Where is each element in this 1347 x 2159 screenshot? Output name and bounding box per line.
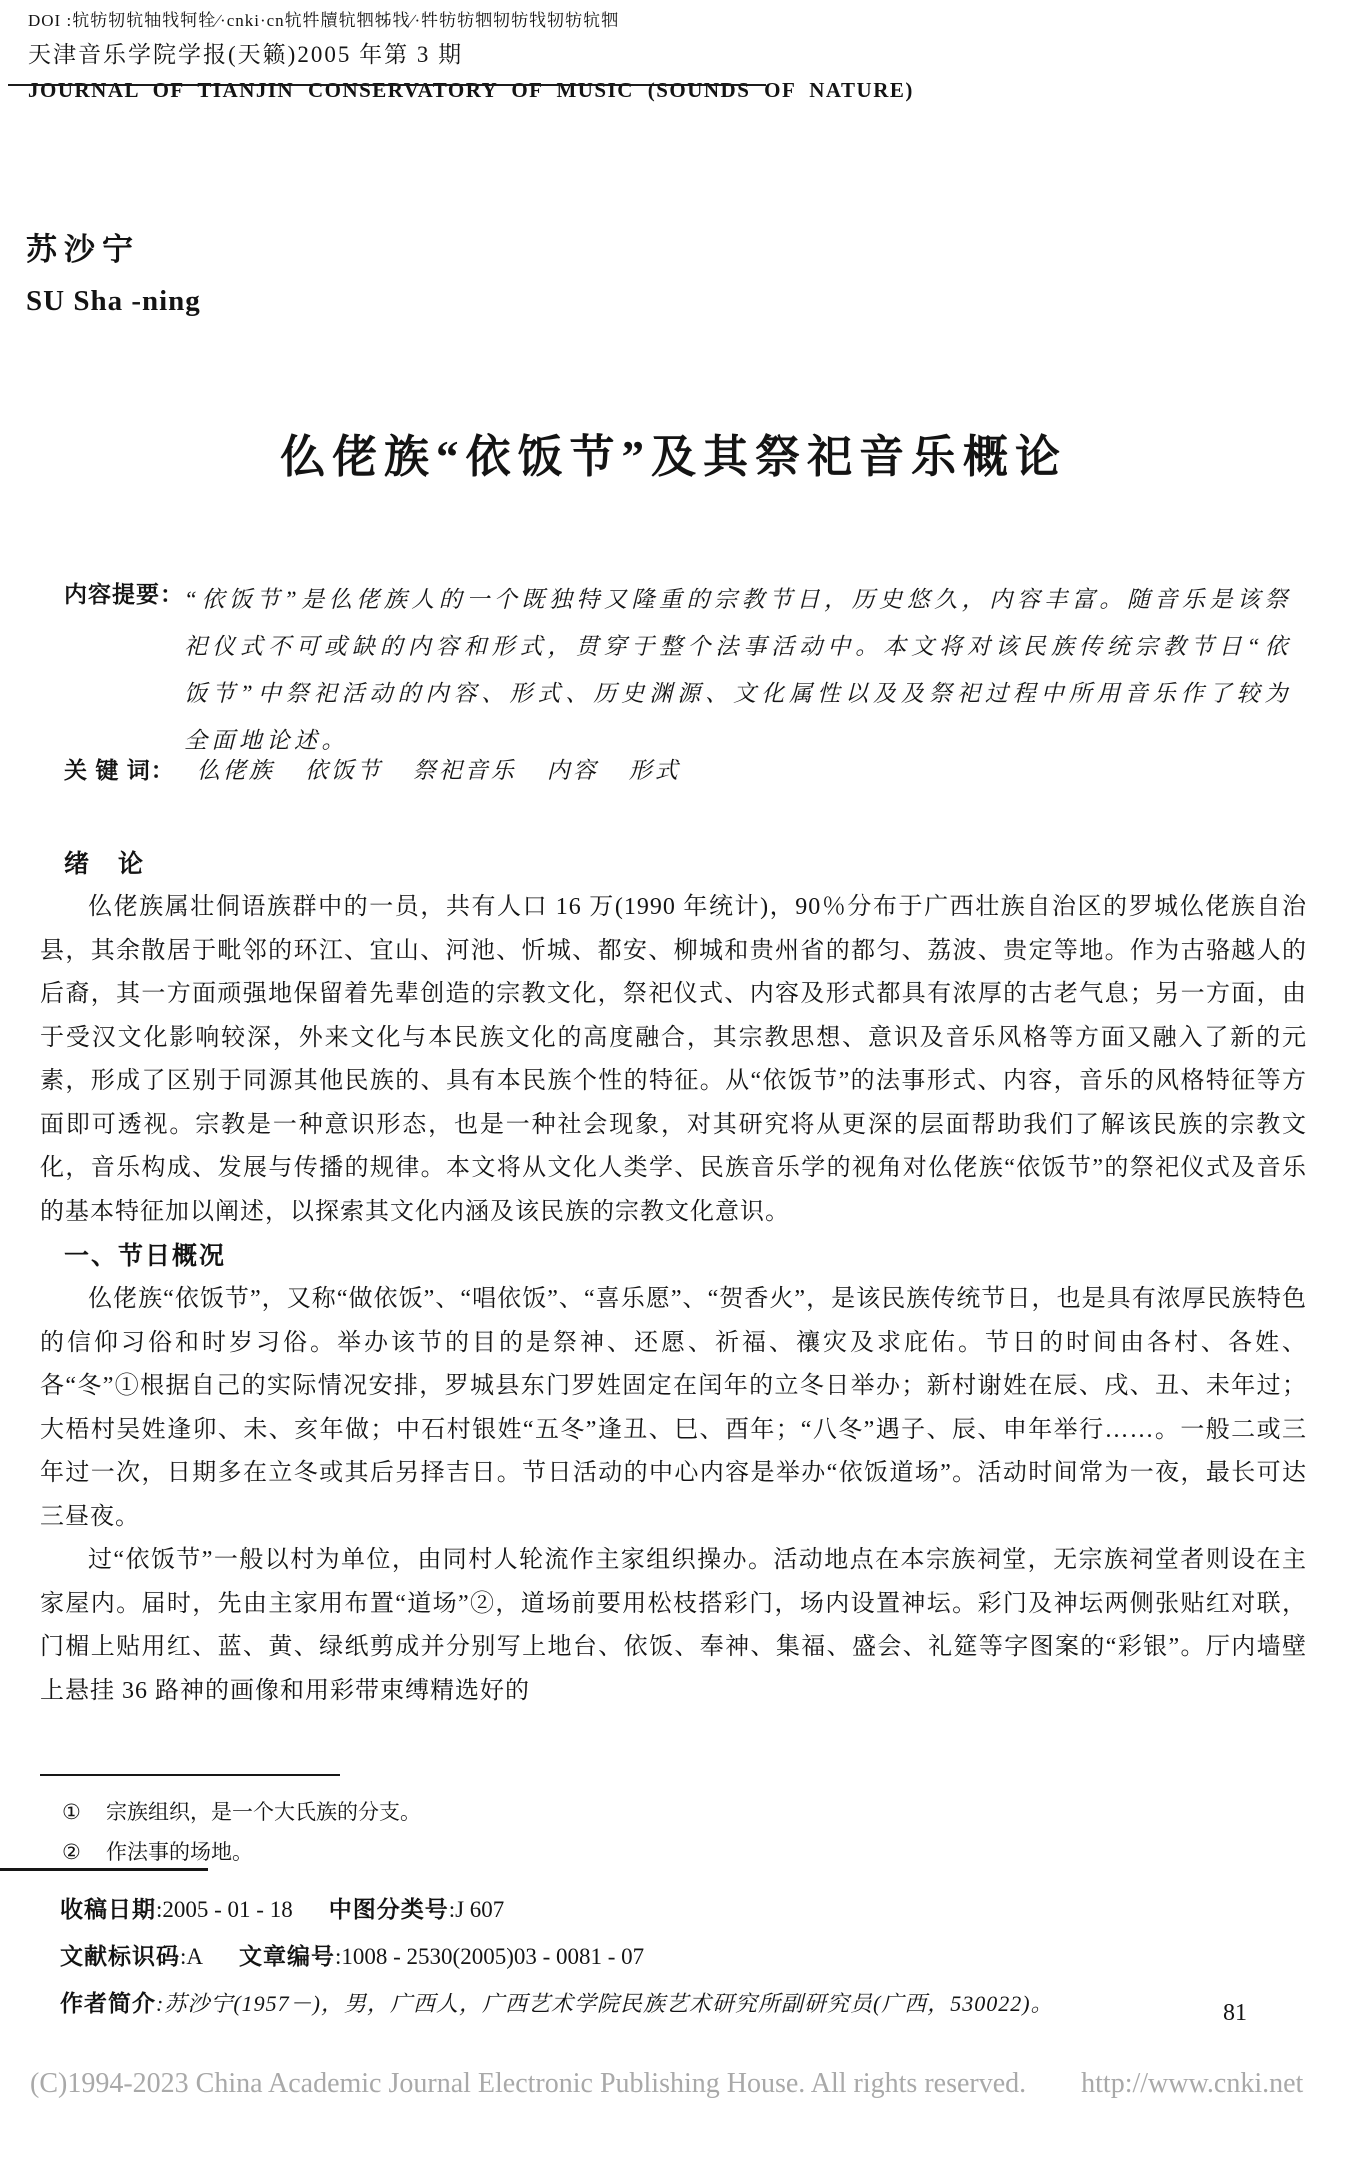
paragraph: 过“依饭节”一般以村为单位，由同村人轮流作主家组织操办。活动地点在本宗族祠堂，无宗族祠堂者则设在主家屋内。届时，先由主家用布置“道场”②，道场前要用松枝搭彩门，场内设置神坛。彩门及神坛两侧张贴红对联，门楣上贴用红、蓝、黄、绿纸剪成并分别写上地台、依饭、奉神、集福、盛会、礼筵等字图案的“彩银”。厅内墙壁上悬挂 36 路神的画像和用彩带束缚精选好的 — [40, 1547, 1307, 1704]
footnote-item — [62, 1832, 421, 1872]
section-heading-intro: 绪 论 — [64, 850, 146, 878]
meta-line-codes — [60, 1933, 1054, 1980]
author-name-cn: 苏沙宁 — [26, 232, 140, 267]
keywords-block — [64, 752, 711, 785]
keyword-item: 依饭节 — [304, 758, 383, 783]
header-rule — [8, 84, 766, 86]
article-id-value: :1008 - 2530(2005)03 - 0081 - 07 — [335, 1944, 645, 1969]
abstract-label: 内容提要： — [64, 581, 184, 607]
article-title: 仫佬族“依饭节”及其祭祀音乐概论 — [279, 432, 1067, 482]
meta-divider — [0, 1868, 208, 1871]
abstract-text: “依饭节”是仫佬族人的一个既独特又隆重的宗教节日，历史悠久，内容丰富。随音乐是该祭祀仪式不可或缺的内容和形式，贯穿于整个法事活动中。本文将对该民族传统宗教节日“依饭节”中祭祀活动的内容、形式、历史渊源、文化属性以及及祭祀过程中所用音乐作了较为全面地论述。 — [184, 587, 1292, 753]
keyword-item: 祭祀音乐 — [412, 758, 517, 783]
clc-value: :J 607 — [448, 1897, 505, 1922]
paragraph: 仫佬族“依饭节”，又称“做依饭”、“唱依饭”、“喜乐愿”、“贺香火”，是该民族传统节日，也是具有浓厚民族特色的信仰习俗和时岁习俗。举办该节的目的是祭神、还愿、祈福、禳灾及求庇佑。节日的时间由各村、各姓、各“冬”①根据自己的实际情况安排，罗城县东门罗姓固定在闰年的立冬日举办；新村谢姓在辰、戌、丑、未年过；大梧村吴姓逢卯、未、亥年做；中石村银姓“五冬”逢丑、巳、酉年；“八冬”遇子、辰、申年举行……。一般二或三年过一次，日期多在立冬或其后另择吉日。节日活动的中心内容是举办“依饭道场”。活动时间常为一夜，最长可达三昼夜。 — [40, 1286, 1307, 1530]
author-name-en: SU Sha -ning — [26, 285, 201, 317]
section-heading-festival-overview: 一、节日概况 — [64, 1242, 227, 1270]
meta-line-received — [60, 1886, 1054, 1933]
copyright-text: (C)1994-2023 China Academic Journal Electronic Publishing House. All rights reserved. — [30, 2068, 1027, 2099]
doc-code-value: :A — [180, 1944, 203, 1969]
page-number: 81 — [1223, 2000, 1247, 2026]
keyword-item: 形式 — [628, 758, 681, 783]
journal-title-en: JOURNAL OF TIANJIN CONSERVATORY OF MUSIC (SOUNDS OF NATURE) — [28, 78, 914, 102]
author-bio-label: 作者简介 — [60, 1990, 156, 2016]
journal-header — [28, 6, 914, 103]
article-body — [40, 842, 1307, 1713]
footnote-text: 作法事的场地。 — [106, 1840, 253, 1864]
footnote-text: 宗族组织，是一个大氏族的分支。 — [106, 1800, 421, 1824]
footnote-item — [62, 1792, 421, 1832]
footnotes — [62, 1792, 421, 1872]
author-bio-value: :苏沙宁(1957－)，男，广西人，广西艺术学院民族艺术研究所副研究员(广西，530022)。 — [156, 1991, 1054, 2016]
footnote-divider — [40, 1774, 340, 1776]
keyword-item: 内容 — [546, 758, 599, 783]
received-date-label: 收稿日期 — [60, 1896, 156, 1922]
footnote-marker: ① — [62, 1800, 81, 1824]
keyword-item: 仫佬族 — [196, 758, 275, 783]
doc-code-label: 文献标识码 — [60, 1943, 180, 1969]
abstract-block — [64, 576, 1292, 764]
copyright-footer — [30, 2068, 1347, 2100]
author-block — [26, 224, 201, 318]
paragraph: 仫佬族属壮侗语族群中的一员，共有人口 16 万(1990 年统计)，90％分布于广西壮族自治区的罗城仫佬族自治县，其余散居于毗邻的环江、宜山、河池、忻城、都安、柳城和贵州省的都匀、荔波、贵定等地。作为古骆越人的后裔，其一方面顽强地保留着先辈创造的宗教文化，祭祀仪式、内容及形式都具有浓厚的古老气息；另一方面，由于受汉文化影响较深，外来文化与本民族文化的高度融合，其宗教思想、意识及音乐风格等方面又融入了新的元素，形成了区别于同源其他民族的、具有本民族个性的特征。从“依饭节”的法事形式、内容，音乐的风格特征等方面即可透视。宗教是一种意识形态，也是一种社会现象，对其研究将从更深的层面帮助我们了解该民族的宗教文化，音乐构成、发展与传播的规律。本文将从文化人类学、民族音乐学的视角对仫佬族“依饭节”的祭祀仪式及音乐的基本特征加以阐述，以探索其文化内涵及该民族的宗教文化意识。 — [40, 894, 1307, 1225]
keywords-label: 关 键 词： — [64, 757, 175, 783]
footnote-marker: ② — [62, 1840, 81, 1864]
article-id-label: 文章编号 — [239, 1943, 335, 1969]
clc-label: 中图分类号 — [328, 1896, 449, 1922]
footer-url: http://www.cnki.net — [1081, 2068, 1304, 2099]
article-meta — [60, 1886, 1054, 2027]
doi-line: DOI :牨牥牣牨牰牫牱牷∕·cnki·cn牨牪牘牨牭牬牫∕·牪牥牥牭牣牥牫牣牥牨牭 — [28, 11, 620, 30]
received-date-value: :2005 - 01 - 18 — [156, 1897, 293, 1922]
journal-title-cn: 天津音乐学院学报(天籁)2005 年第 3 期 — [28, 42, 464, 67]
meta-line-bio — [60, 1980, 1054, 2027]
